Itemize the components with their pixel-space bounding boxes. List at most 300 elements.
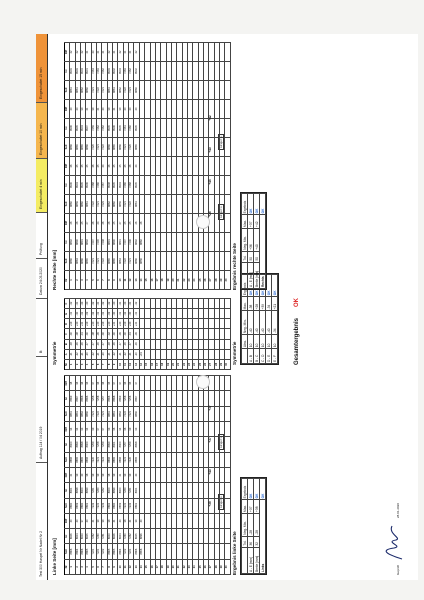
table-cell: 8860 (81, 195, 86, 214)
table-cell: 42 (118, 43, 123, 62)
row-number: 27 (209, 271, 214, 290)
column-header: Soll (65, 138, 70, 157)
table-cell: +39 (70, 319, 75, 329)
table-cell: 8865 (107, 252, 112, 271)
table-cell: 7222 (97, 81, 102, 100)
table-cell: +40 (91, 319, 96, 329)
table-cell: 7222 (123, 252, 128, 271)
table-cell: 7222 (102, 138, 107, 157)
table-cell: 8905 (134, 176, 139, 195)
table-cell (225, 195, 230, 214)
row-number: 2 (75, 271, 80, 290)
table-cell: -41 (81, 309, 86, 319)
empty-row (225, 376, 230, 575)
row-number: 19 (166, 271, 171, 290)
row-number: 26 (203, 359, 208, 369)
row-number: 18 (161, 359, 166, 369)
result-header: Max. (242, 297, 248, 311)
result-header: Ergebnis (242, 275, 248, 297)
table-cell: 7220 (129, 452, 134, 467)
left-measurement-table (64, 375, 231, 575)
table-cell: 8859 (75, 498, 80, 513)
table-cell: 34 (70, 422, 75, 437)
signature-date: 28.01.2020 (396, 502, 400, 518)
result-ok: OK (266, 275, 272, 297)
table-cell: 42 (134, 43, 139, 62)
result-cell: -40 (266, 311, 272, 335)
table-cell: 7262 (102, 483, 107, 498)
table-cell: 8898 (75, 483, 80, 498)
table-cell: 38 (86, 467, 91, 482)
table-cell: 7261 (102, 529, 107, 544)
table-cell: 41 (86, 100, 91, 119)
row-number: 12 (129, 271, 134, 290)
table-cell: 7263 (123, 62, 128, 81)
overall-value: OK (294, 298, 300, 308)
row-number: 13 (134, 271, 139, 290)
row-number: 7 (102, 559, 107, 574)
table-cell: 7260 (97, 529, 102, 544)
result-cell: -40 (254, 311, 260, 335)
table-cell: 37 (81, 513, 86, 528)
table-cell: 26 (70, 214, 75, 233)
row-number: 3 (81, 559, 86, 574)
table-cell: -17 (118, 339, 123, 349)
row-number: 10 (118, 359, 123, 369)
result-cell: +42 (254, 215, 260, 229)
table-cell: -40 (113, 309, 118, 319)
column-header: Diff (65, 513, 70, 528)
header-test-name: Test 300 Haspel Nr Nadel Nr 2 (36, 462, 47, 580)
table-cell: 39 (102, 467, 107, 482)
table-cell: -20 (134, 349, 139, 359)
side-result: OK (260, 479, 266, 500)
result-cell: +39 (260, 297, 266, 311)
table-cell: -40 (86, 299, 91, 309)
table-cell: -16 (134, 339, 139, 349)
table-cell: 7247 (91, 233, 96, 252)
table-cell: 7260 (123, 529, 128, 544)
table-cell: 7260 (129, 119, 134, 138)
table-cell: 7221 (129, 406, 134, 421)
sum-value: +26 (208, 211, 212, 217)
column-header: Nr (65, 359, 70, 369)
row-number: 28 (214, 559, 219, 574)
table-cell: 36 (86, 376, 91, 391)
table-cell: 8861 (75, 406, 80, 421)
row-number: 18 (161, 559, 166, 574)
row-number: 14 (139, 559, 144, 574)
table-cell: 7220 (129, 138, 134, 157)
table-cell: 7221 (123, 452, 128, 467)
column-header: Nr (65, 271, 70, 290)
result-cell: Breite [mm] (254, 262, 260, 288)
table-cell: -41 (97, 299, 102, 309)
right-measurement-table (64, 42, 231, 290)
table-cell: 8860 (70, 498, 75, 513)
signature-label: Geprüft (396, 564, 400, 575)
result-header: Ergebnis (242, 479, 248, 500)
side-label: Rechts (260, 215, 266, 289)
result-cell: -28 (254, 513, 260, 536)
table-cell: 41 (102, 43, 107, 62)
sum-value: +37 (208, 437, 212, 443)
table-cell: 8861 (107, 81, 112, 100)
table-cell: 38 (107, 513, 112, 528)
table-cell: 8856 (139, 252, 144, 271)
row-number: 25 (198, 271, 203, 290)
table-cell: 8904 (81, 119, 86, 138)
table-cell: 7221 (97, 195, 102, 214)
table-cell: 8859 (75, 195, 80, 214)
table-cell: 8903 (81, 529, 86, 544)
result-ok: OK (272, 275, 278, 297)
table-cell: 8899 (107, 437, 112, 452)
column-header: B (65, 339, 70, 349)
table-cell: -16 (113, 339, 118, 349)
column-header: Ist (65, 62, 70, 81)
table-cell: 8891 (81, 233, 86, 252)
table-cell: 7245 (97, 233, 102, 252)
row-number: 12 (129, 359, 134, 369)
row-number: 9 (113, 271, 118, 290)
table-cell: 7222 (102, 452, 107, 467)
row-number: 1 (70, 559, 75, 574)
table-cell (225, 483, 230, 498)
result-cell: A - E [mm] (248, 262, 254, 288)
table-cell: 25 (129, 214, 134, 233)
table-cell: 45 (113, 157, 118, 176)
table-cell: 40 (118, 513, 123, 528)
table-cell: 8898 (81, 391, 86, 406)
table-cell: 8901 (86, 62, 91, 81)
result-cell: -34 (272, 311, 278, 335)
row-number: 15 (145, 271, 150, 290)
table-cell: 7221 (123, 195, 128, 214)
table-cell: 7268 (91, 176, 96, 195)
table-cell: 8866 (86, 138, 91, 157)
row-number: 30 (225, 559, 230, 574)
empty-row (225, 299, 230, 370)
table-cell: -40 (75, 309, 80, 319)
table-cell: 45 (75, 157, 80, 176)
table-cell: 8864 (75, 544, 80, 559)
table-cell: -21 (129, 349, 134, 359)
table-cell: 7262 (102, 62, 107, 81)
table-cell: 8865 (113, 544, 118, 559)
table-cell: 41 (97, 43, 102, 62)
column-header: Ist (65, 176, 70, 195)
row-number: 16 (150, 559, 155, 574)
table-cell: 8861 (70, 406, 75, 421)
row-number: 17 (155, 559, 160, 574)
row-number: 28 (214, 271, 219, 290)
table-cell: 7261 (91, 483, 96, 498)
table-cell: -42 (91, 299, 96, 309)
table-cell (225, 339, 230, 349)
row-number: 12 (129, 559, 134, 574)
document-header (36, 34, 48, 580)
table-cell (225, 43, 230, 62)
table-cell: 8865 (75, 138, 80, 157)
table-cell (225, 329, 230, 339)
table-cell: 8896 (86, 391, 91, 406)
table-cell: -21 (81, 349, 86, 359)
table-cell: 8904 (118, 62, 123, 81)
table-cell: +40 (107, 319, 112, 329)
table-cell: 8865 (113, 138, 118, 157)
row-number: 6 (97, 271, 102, 290)
table-cell: 8866 (134, 544, 139, 559)
table-cell: -18 (107, 339, 112, 349)
result-cell: +38 (254, 500, 260, 514)
table-cell: 40 (70, 513, 75, 528)
result-ok: OK (248, 479, 254, 500)
table-cell: 7267 (102, 176, 107, 195)
table-cell: 26 (107, 214, 112, 233)
table-cell: -17 (102, 339, 107, 349)
row-number: 20 (171, 559, 176, 574)
table-cell: -41 (118, 299, 123, 309)
table-cell: 8902 (113, 62, 118, 81)
table-cell: 44 (134, 157, 139, 176)
row-number: 22 (182, 271, 187, 290)
left-footer-label: Länge f.o. (219, 495, 223, 508)
table-cell (225, 376, 230, 391)
side-label: Links (260, 500, 266, 574)
table-cell: -21 (70, 349, 75, 359)
table-cell: 42 (75, 43, 80, 62)
table-cell: -40 (123, 329, 128, 339)
row-number: 30 (225, 359, 230, 369)
row-number: 21 (177, 559, 182, 574)
table-cell: 8865 (134, 138, 139, 157)
column-header: Soll (65, 195, 70, 214)
table-cell: 24 (97, 214, 102, 233)
table-cell: 8901 (113, 437, 118, 452)
table-cell: 27 (118, 214, 123, 233)
table-cell: 7248 (102, 233, 107, 252)
table-cell: -22 (113, 349, 118, 359)
table-cell: 7221 (129, 544, 134, 559)
table-cell: 8906 (70, 529, 75, 544)
table-cell: 7221 (129, 81, 134, 100)
table-cell: 8896 (107, 391, 112, 406)
table-cell: 26 (91, 214, 96, 233)
column-header: Ist (65, 119, 70, 138)
table-cell: 39 (129, 467, 134, 482)
table-cell: 8861 (134, 195, 139, 214)
table-cell: 8882 (139, 233, 144, 252)
table-cell: 7221 (91, 406, 96, 421)
column-header: D (65, 319, 70, 329)
table-cell: 45 (118, 157, 123, 176)
row-number: 29 (219, 271, 224, 290)
signature-mark (376, 522, 406, 562)
table-cell: 8864 (75, 252, 80, 271)
table-cell: 8861 (75, 81, 80, 100)
table-cell: 7262 (91, 529, 96, 544)
table-cell (225, 176, 230, 195)
symmetry-result-title: Symmetrie (232, 341, 237, 365)
column-header: Ist (65, 437, 70, 452)
table-cell: 8856 (139, 544, 144, 559)
row-number: 2 (75, 359, 80, 369)
table-cell: 8865 (107, 544, 112, 559)
table-cell: 8860 (134, 406, 139, 421)
table-cell: 7257 (102, 391, 107, 406)
column-header: Diff (65, 467, 70, 482)
table-cell: -20 (102, 349, 107, 359)
row-number: 23 (187, 559, 192, 574)
table-cell: 8905 (75, 119, 80, 138)
result-ok: OK (254, 479, 260, 500)
table-cell: 8860 (86, 81, 91, 100)
row-number: 15 (145, 559, 150, 574)
table-cell: 8862 (107, 498, 112, 513)
table-cell: 8903 (70, 62, 75, 81)
table-cell: 37 (102, 422, 107, 437)
table-cell (225, 529, 230, 544)
table-cell: 8907 (86, 119, 91, 138)
table-cell: 8865 (86, 544, 91, 559)
table-cell: 7221 (129, 252, 134, 271)
table-cell: 7222 (129, 498, 134, 513)
table-cell: 39 (134, 513, 139, 528)
table-cell: 8859 (118, 195, 123, 214)
table-cell: -17 (129, 339, 134, 349)
table-cell: 8862 (81, 406, 86, 421)
result-ok: OK (254, 194, 260, 215)
row-number: 19 (166, 559, 171, 574)
row-number: 24 (193, 359, 198, 369)
right-footer-label-2: Länge f.o. (219, 135, 223, 148)
table-cell: 8905 (118, 119, 123, 138)
table-cell: -41 (97, 309, 102, 319)
row-number: 20 (171, 359, 176, 369)
table-cell: 8866 (118, 452, 123, 467)
table-cell: 35 (129, 376, 134, 391)
row-number: 29 (219, 359, 224, 369)
table-cell: 7256 (129, 391, 134, 406)
header-flag-deep: Eingeschaltet 15 min (36, 34, 47, 102)
table-cell (225, 513, 230, 528)
table-cell: 7221 (97, 544, 102, 559)
table-cell: 8861 (134, 498, 139, 513)
table-cell: 7221 (97, 498, 102, 513)
header-field-b: B: (36, 298, 47, 356)
table-cell: 44 (102, 157, 107, 176)
table-cell: -22 (91, 349, 96, 359)
table-cell (225, 62, 230, 81)
table-cell: 7221 (123, 138, 128, 157)
row-number: 11 (123, 359, 128, 369)
result-cell: +36 (248, 228, 254, 251)
table-cell: 8892 (86, 233, 91, 252)
table-cell: 42 (107, 43, 112, 62)
column-header: Soll (65, 81, 70, 100)
table-cell: 37 (118, 376, 123, 391)
table-cell: 7221 (91, 252, 96, 271)
right-footer-label: Länge f.o. (219, 205, 223, 218)
table-cell: -21 (97, 349, 102, 359)
table-cell: 8866 (70, 544, 75, 559)
table-cell (225, 422, 230, 437)
table-cell: 8865 (134, 452, 139, 467)
table-cell: -40 (113, 299, 118, 309)
table-cell: 7258 (97, 437, 102, 452)
table-cell: 8898 (81, 437, 86, 452)
table-cell: 8866 (81, 544, 86, 559)
row-number: 2 (75, 559, 80, 574)
table-cell: 8897 (75, 391, 80, 406)
table-cell (225, 319, 230, 329)
table-cell: 25 (113, 214, 118, 233)
row-number: 8 (107, 559, 112, 574)
row-number: 23 (187, 271, 192, 290)
table-cell: 7259 (91, 437, 96, 452)
result-ok: OK (248, 275, 254, 297)
row-number: 23 (187, 359, 192, 369)
row-number: 7 (102, 271, 107, 290)
result-cell: C - D (260, 349, 266, 364)
table-cell: 41 (129, 513, 134, 528)
row-number: 24 (193, 559, 198, 574)
table-cell: 8866 (86, 452, 91, 467)
table-cell: 34 (75, 422, 80, 437)
table-cell: 8862 (118, 406, 123, 421)
table-cell: -22 (123, 349, 128, 359)
header-flag-orange: Eingeschaltet 10 min (36, 102, 47, 158)
table-cell: 7260 (97, 483, 102, 498)
table-cell (225, 252, 230, 271)
table-cell: +40 (118, 319, 123, 329)
table-cell: -16 (123, 339, 128, 349)
table-cell: -22 (75, 349, 80, 359)
result-header: Neg. Min. (242, 228, 248, 251)
table-cell (225, 119, 230, 138)
table-cell: 35 (107, 376, 112, 391)
table-cell: -39 (107, 309, 112, 319)
column-header: Diff (65, 100, 70, 119)
table-cell: -41 (134, 309, 139, 319)
table-cell: 8896 (139, 529, 144, 544)
row-number: 18 (161, 271, 166, 290)
column-header: Diff (65, 157, 70, 176)
table-cell: 40 (70, 100, 75, 119)
table-cell: 8901 (134, 483, 139, 498)
column-header: Ist (65, 483, 70, 498)
table-cell: 8906 (113, 529, 118, 544)
table-cell: 7262 (102, 119, 107, 138)
table-cell: 8861 (113, 406, 118, 421)
column-header: A (65, 349, 70, 359)
punch-hole (196, 215, 210, 229)
table-cell: 43 (91, 43, 96, 62)
table-cell: +41 (134, 319, 139, 329)
result-cell: A - B (248, 349, 254, 364)
table-cell: 39 (97, 513, 102, 528)
table-cell: -17 (91, 339, 96, 349)
column-header: Diff (65, 422, 70, 437)
table-cell: 46 (107, 157, 112, 176)
column-header: Diff (65, 43, 70, 62)
table-cell: 8866 (70, 452, 75, 467)
table-cell: 36 (97, 376, 102, 391)
left-side-title: Linke Seite [mm] (52, 538, 57, 575)
table-cell: 7222 (91, 195, 96, 214)
table-cell: 8866 (81, 252, 86, 271)
